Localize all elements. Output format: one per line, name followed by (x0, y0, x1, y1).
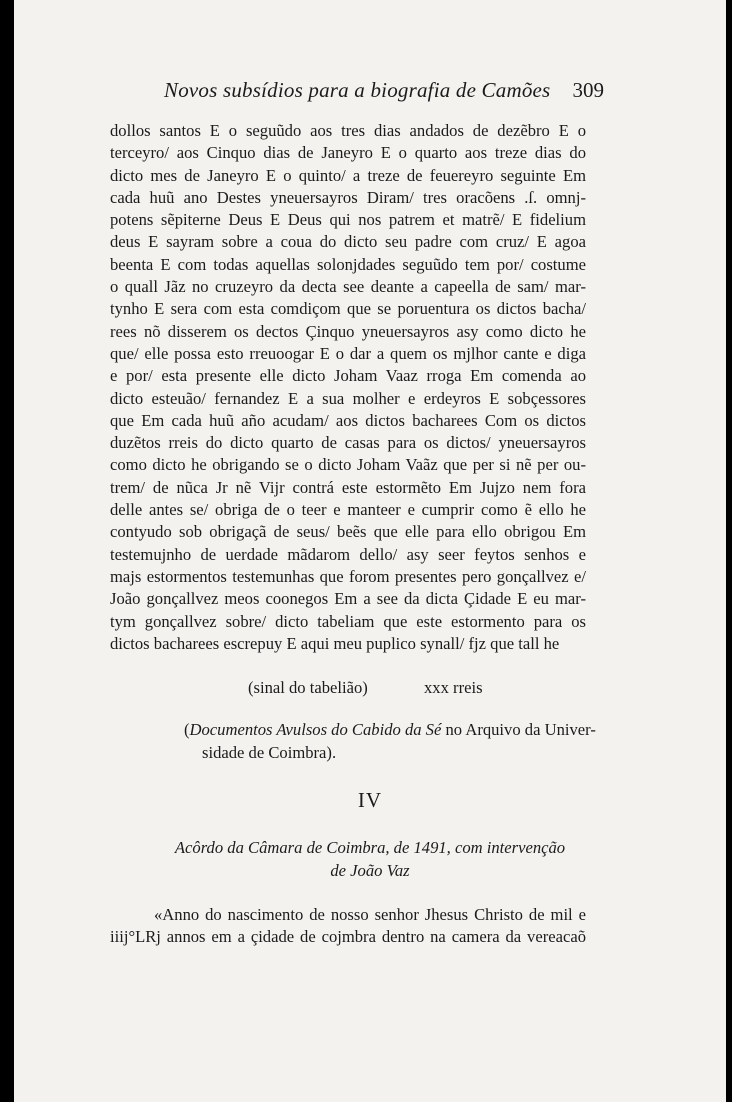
citation-rest: no Arquivo da Univer- (441, 720, 596, 739)
section-heading (14, 836, 726, 882)
text-line: potens sẽpiterne Deus E Deus qui nos patrem et matrẽ/ E fidelium (110, 210, 586, 230)
text-line: dicto esteuão/ fernandez E a sua molher e erdeyros E sobçessores (110, 388, 586, 408)
section-heading-line-1: Acôrdo da Câmara de Coimbra, de 1491, com intervenção (174, 838, 566, 857)
section-numeral: IV (357, 788, 383, 812)
text-line: trem/ de nũca Jr nẽ Vijr contrá este estormẽto Em Jujzo nem fora (110, 477, 586, 497)
text-line: terceyro/ aos Cinquo dias de Janeyro E o quarto aos treze dias do (110, 143, 586, 163)
text-line: João gonçallvez meos coonegos Em a see da dicta Çidade E eu mar- (110, 589, 586, 609)
text-line: tym gonçallvez sobre/ dicto tabeliam que este estormento para os (110, 611, 586, 631)
citation-line-1 (184, 718, 596, 741)
citation-open: ( (184, 720, 190, 739)
seal-amount: xxx rreis (424, 678, 483, 697)
text-line: tynho E sera com esta comdiçom que se poruentura os dictos bacha/ (110, 299, 586, 319)
citation-title: Documentos Avulsos do Cabido da Sé (189, 720, 442, 739)
document-transcription (110, 120, 586, 655)
quoted-document (110, 904, 586, 949)
running-header (164, 78, 604, 102)
text-line: contyudo sob obrigaçã de seus/ beẽs que elle para ello obrigou Em (110, 522, 586, 542)
text-line: delle antes se/ obriga de o teer e manteer e cumprir como ẽ ello he (110, 500, 586, 520)
text-line: duzẽtos rreis do dicto quarto de casas para os dictos/ yneuersayros (110, 433, 586, 453)
text-line: como dicto he obrigando se o dicto Joham Vaãz que per si nẽ per ou- (110, 455, 586, 475)
text-line: que Em cada huũ año acudam/ aos dictos bacharees Com os dictos (110, 410, 586, 430)
source-citation (184, 718, 596, 764)
running-title: Novos subsídios para a biografia de Camões (164, 78, 551, 102)
text-line: deus E sayram sobre a coua do dicto seu padre com cruz/ E agoa (110, 232, 586, 252)
text-line: majs estormentos testemunhas que forom presentes pero gonçallvez e/ (110, 566, 586, 586)
text-line: dictos bacharees escrepuy E aqui meu puplico synall/ fjz que tall he (110, 633, 560, 653)
text-line: beenta E com todas aquellas solonjdades seguũdo tem por/ costume (110, 254, 586, 274)
seal-label: (sinal do tabelião) (248, 678, 368, 697)
text-line: dollos santos E o seguũdo aos tres dias andados de dezẽbro E o (110, 121, 586, 140)
quote-line: «Anno do nascimento de nosso senhor Jhesus Christo de mil e (154, 905, 586, 924)
text-line: rees nõ disserem os dectos Çinquo yneuersayros asy como dicto he (110, 321, 586, 341)
text-line: cada huũ ano Destes yneuersayros Diram/ tres oracõens .ſ. omnj- (110, 187, 586, 207)
section-heading-line-2: de João Vaz (330, 861, 410, 880)
quote-line: iiij°LRj annos em a çidade de cojmbra dentro na camera da vereacaõ (110, 927, 586, 947)
text-line: o quall Jãz no cruzeyro da decta see deante a capeella de sam/ mar- (110, 277, 586, 297)
text-line: que/ elle possa esto rreuoogar E o dar a quem os mjlhor cante e diga (110, 343, 586, 363)
document-page (14, 0, 726, 1102)
text-line: e por/ esta presente elle dicto Joham Vaaz rroga Em comenda ao (110, 366, 586, 386)
citation-line-2: sidade de Coimbra). (202, 743, 337, 762)
page-number: 309 (572, 78, 604, 102)
text-line: dicto mes de Janeyro E o quinto/ a treze de feuereyro seguinte Em (110, 165, 586, 185)
text-line: testemujnho de uerdade mãdarom dello/ asy seer feytos senhos e (110, 544, 586, 564)
